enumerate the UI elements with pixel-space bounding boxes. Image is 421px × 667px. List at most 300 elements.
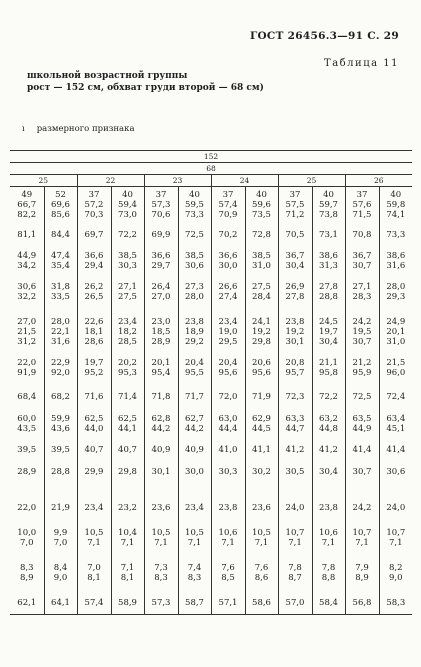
cell-value: 8,9 — [19, 572, 34, 583]
table-row — [10, 483, 412, 523]
cell-value: 10,0 — [17, 527, 37, 538]
table-cell — [245, 593, 278, 615]
cell-value: 72,2 — [319, 391, 338, 402]
table-cell — [10, 461, 44, 483]
cell-value: 8,1 — [120, 572, 135, 583]
cell-value: 7,1 — [254, 537, 269, 548]
cell-value: 52 — [55, 190, 66, 201]
table-cell — [345, 351, 379, 385]
cell-value: 58,6 — [252, 598, 271, 609]
measurement-table — [10, 150, 412, 615]
cell-value: 21,5 — [386, 357, 406, 368]
table-cell — [278, 461, 312, 483]
table-cell — [312, 308, 345, 351]
table-row — [10, 246, 412, 277]
table-cell — [245, 224, 278, 246]
cell-value: 70,5 — [285, 229, 305, 240]
cell-value: 24,1 — [252, 317, 271, 327]
cell-value: 7,8 — [288, 562, 302, 573]
cell-value: 7,1 — [154, 537, 168, 548]
cell-value: 41,2 — [285, 444, 305, 455]
cell-value: 28,3 — [352, 292, 372, 302]
table-cell — [379, 385, 412, 409]
table-cell — [278, 351, 312, 385]
table-cell — [312, 461, 345, 483]
cell-value: 40,9 — [151, 444, 171, 455]
table-cell — [44, 308, 77, 351]
table-cell — [278, 187, 312, 224]
table-cell — [10, 593, 44, 615]
cell-value: 8,4 — [53, 562, 68, 573]
table-cell — [178, 461, 211, 483]
table-label: Таблица 11 — [324, 58, 399, 69]
table-cell — [178, 308, 211, 351]
cell-value: 31,6 — [51, 337, 70, 347]
table-cell — [379, 553, 412, 593]
table-cell — [144, 308, 178, 351]
hip-header: 25 — [278, 175, 345, 187]
cell-value: 72,5 — [352, 391, 372, 402]
cell-value: 49 — [21, 190, 33, 201]
cell-value: 28,5 — [118, 337, 137, 347]
table-cell — [245, 308, 278, 351]
cell-value: 73,3 — [185, 210, 204, 221]
feature-mark: ı — [22, 124, 25, 134]
cell-value: 28,0 — [51, 317, 70, 327]
cell-value: 47,4 — [51, 251, 70, 261]
cell-value: 40 — [122, 190, 133, 201]
cell-value: 30,6 — [17, 282, 37, 292]
cell-value: 92,0 — [51, 367, 70, 378]
table-cell — [178, 439, 211, 461]
cell-value: 95,5 — [185, 367, 204, 378]
table-cell — [211, 246, 245, 277]
table-cell — [278, 439, 312, 461]
table-cell — [345, 224, 379, 246]
cell-value: 22,9 — [51, 357, 70, 368]
cell-value: 44,7 — [285, 423, 305, 434]
table-cell — [312, 553, 345, 593]
table-cell — [379, 409, 412, 439]
cell-value: 59,8 — [386, 200, 406, 211]
cell-value: 18,2 — [118, 327, 137, 337]
cell-value: 95,6 — [218, 367, 238, 378]
table-cell — [44, 593, 77, 615]
cell-value: 21,5 — [17, 327, 37, 337]
cell-value: 24,0 — [285, 502, 305, 513]
table-cell — [379, 246, 412, 277]
cell-value: 10,7 — [386, 527, 406, 538]
cell-value: 23,4 — [84, 502, 104, 513]
cell-value: 20,1 — [151, 357, 171, 368]
cell-value: 8,2 — [389, 562, 403, 573]
table-cell — [144, 483, 178, 523]
cell-value: 63,3 — [285, 413, 305, 424]
cell-value: 23,4 — [185, 502, 204, 513]
cell-value: 21,2 — [352, 357, 372, 368]
hip-header: 23 — [144, 175, 211, 187]
cell-value: 59,6 — [252, 200, 271, 211]
cell-value: 22,6 — [84, 317, 104, 327]
cell-value: 36,7 — [352, 251, 372, 261]
cell-value: 59,4 — [118, 200, 137, 211]
cell-value: 37 — [289, 190, 301, 201]
table-cell — [44, 523, 77, 553]
cell-value: 91,9 — [17, 367, 37, 378]
cell-value: 40,7 — [84, 444, 104, 455]
cell-value: 44,4 — [218, 423, 238, 434]
cell-value: 7,6 — [254, 562, 269, 573]
cell-value: 81,1 — [17, 229, 37, 240]
cell-value: 30,0 — [218, 261, 238, 271]
cell-value: 40 — [189, 190, 200, 201]
cell-value: 31,0 — [386, 337, 406, 347]
table-cell — [312, 277, 345, 308]
cell-value: 20,8 — [285, 357, 305, 368]
table-cell — [278, 593, 312, 615]
cell-value: 39,5 — [17, 444, 37, 455]
cell-value: 29,5 — [218, 337, 238, 347]
table-cell — [111, 187, 144, 224]
hip-header: 25 — [10, 175, 77, 187]
table-row — [10, 308, 412, 351]
cell-value: 22,0 — [17, 357, 37, 368]
table-cell — [178, 409, 211, 439]
table-cell — [10, 553, 44, 593]
cell-value: 44,9 — [352, 423, 372, 434]
table-cell — [77, 351, 111, 385]
cell-value: 62,7 — [185, 413, 204, 424]
cell-value: 7,1 — [120, 562, 135, 573]
cell-value: 27,5 — [118, 292, 137, 302]
table-cell — [345, 409, 379, 439]
cell-value: 59,5 — [185, 200, 204, 211]
cell-value: 28,0 — [386, 282, 406, 292]
table-cell — [111, 483, 144, 523]
cell-value: 24,5 — [319, 317, 338, 327]
cell-value: 30,6 — [185, 261, 204, 271]
cell-value: 29,4 — [84, 261, 104, 271]
cell-value: 8,9 — [355, 572, 369, 583]
table-cell — [44, 187, 77, 224]
cell-value: 63,4 — [386, 413, 406, 424]
cell-value: 8,3 — [19, 562, 34, 573]
table-cell — [245, 483, 278, 523]
table-cell — [379, 593, 412, 615]
table-cell — [379, 187, 412, 224]
table-cell — [10, 187, 44, 224]
height-header: 152 — [10, 151, 412, 163]
table-cell — [211, 523, 245, 553]
cell-value: 28,9 — [17, 466, 37, 477]
cell-value: 58,7 — [185, 598, 204, 609]
table-cell — [10, 385, 44, 409]
table-row — [10, 385, 412, 409]
table-row — [10, 593, 412, 615]
table-cell — [245, 461, 278, 483]
table-cell — [144, 351, 178, 385]
cell-value: 44,2 — [151, 423, 171, 434]
cell-value: 31,6 — [386, 261, 406, 271]
cell-value: 44,1 — [118, 423, 137, 434]
table-cell — [211, 409, 245, 439]
table-cell — [245, 277, 278, 308]
cell-value: 7,1 — [389, 537, 403, 548]
cell-value: 21,9 — [51, 502, 70, 513]
cell-value: 20,1 — [386, 327, 406, 337]
cell-value: 36,7 — [285, 251, 305, 261]
cell-value: 26,4 — [151, 282, 171, 292]
cell-value: 18,5 — [151, 327, 171, 337]
table-cell — [111, 246, 144, 277]
table-cell — [312, 409, 345, 439]
cell-value: 7,9 — [355, 562, 369, 573]
subtitle-line-1: школьной возрастной группы — [27, 71, 188, 81]
cell-value: 69,7 — [84, 229, 104, 240]
cell-value: 27,4 — [218, 292, 238, 302]
table-cell — [44, 385, 77, 409]
cell-value: 57,2 — [84, 200, 104, 211]
table-cell — [111, 224, 144, 246]
cell-value: 73,3 — [386, 229, 406, 240]
table-cell — [77, 246, 111, 277]
table-cell — [111, 553, 144, 593]
table-cell — [111, 523, 144, 553]
table-cell — [144, 409, 178, 439]
cell-value: 64,1 — [51, 598, 70, 609]
table-cell — [111, 351, 144, 385]
table-cell — [10, 308, 44, 351]
table-cell — [10, 483, 44, 523]
table-cell — [312, 523, 345, 553]
table-cell — [278, 385, 312, 409]
cell-value: 38,5 — [252, 251, 271, 261]
cell-value: 7,0 — [19, 537, 34, 548]
cell-value: 27,8 — [319, 282, 338, 292]
table-cell — [144, 553, 178, 593]
cell-value: 29,9 — [84, 466, 104, 477]
table-cell — [77, 483, 111, 523]
cell-value: 40 — [256, 190, 267, 201]
cell-value: 19,7 — [319, 327, 338, 337]
table-row — [10, 461, 412, 483]
table-cell — [245, 351, 278, 385]
cell-value: 28,8 — [319, 292, 338, 302]
cell-value: 24,2 — [352, 317, 372, 327]
cell-value: 19,7 — [84, 357, 104, 368]
cell-value: 70,2 — [218, 229, 238, 240]
cell-value: 32,2 — [17, 292, 37, 302]
cell-value: 22,0 — [17, 502, 37, 513]
table-cell — [144, 439, 178, 461]
cell-value: 95,9 — [352, 367, 372, 378]
cell-value: 73,8 — [319, 210, 338, 221]
table-cell — [245, 409, 278, 439]
cell-value: 73,5 — [252, 210, 271, 221]
table-cell — [345, 461, 379, 483]
cell-value: 27,0 — [17, 317, 37, 327]
cell-value: 58,4 — [319, 598, 338, 609]
cell-value: 71,8 — [151, 391, 171, 402]
cell-value: 85,6 — [51, 210, 70, 221]
table-cell — [111, 277, 144, 308]
cell-value: 26,9 — [285, 282, 305, 292]
table-cell — [211, 187, 245, 224]
cell-value: 96,0 — [386, 367, 406, 378]
cell-value: 19,2 — [285, 327, 305, 337]
cell-value: 26,5 — [84, 292, 104, 302]
table-cell — [278, 224, 312, 246]
table-cell — [44, 224, 77, 246]
cell-value: 10,7 — [352, 527, 372, 538]
cell-value: 57,6 — [352, 200, 372, 211]
cell-value: 28,4 — [252, 292, 271, 302]
table-cell — [245, 553, 278, 593]
table-cell — [10, 277, 44, 308]
subtitle-line-2: рост — 152 см, обхват груди второй — 68 см) — [27, 83, 264, 93]
cell-value: 27,8 — [285, 292, 305, 302]
cell-value: 57,3 — [151, 598, 171, 609]
cell-value: 31,8 — [51, 282, 70, 292]
table-cell — [178, 187, 211, 224]
cell-value: 70,9 — [218, 210, 238, 221]
cell-value: 23,2 — [118, 502, 137, 513]
cell-value: 7,3 — [154, 562, 168, 573]
table-cell — [345, 523, 379, 553]
table-cell — [245, 439, 278, 461]
table-cell — [144, 277, 178, 308]
cell-value: 19,2 — [252, 327, 271, 337]
cell-value: 23,6 — [252, 502, 271, 513]
cell-value: 20,2 — [118, 357, 137, 368]
cell-value: 40 — [390, 190, 402, 201]
table-cell — [111, 593, 144, 615]
table-cell — [278, 523, 312, 553]
cell-value: 37 — [88, 190, 100, 201]
table-row — [10, 553, 412, 593]
cell-value: 7,0 — [53, 537, 68, 548]
cell-value: 33,5 — [51, 292, 70, 302]
cell-value: 69,6 — [51, 200, 70, 211]
cell-value: 29,8 — [118, 466, 137, 477]
table-cell — [144, 461, 178, 483]
table-cell — [211, 553, 245, 593]
cell-value: 63,0 — [218, 413, 238, 424]
table-cell — [312, 246, 345, 277]
cell-value: 40,7 — [118, 444, 137, 455]
cell-value: 23,6 — [151, 502, 171, 513]
cell-value: 19,5 — [352, 327, 372, 337]
table-cell — [211, 439, 245, 461]
table-row — [10, 523, 412, 553]
cell-value: 28,6 — [84, 337, 104, 347]
table-cell — [178, 483, 211, 523]
table-cell — [178, 246, 211, 277]
hip-header: 24 — [211, 175, 278, 187]
cell-value: 41,4 — [386, 444, 406, 455]
cell-value: 30,6 — [386, 466, 406, 477]
table-cell — [312, 351, 345, 385]
table-cell — [178, 553, 211, 593]
table-cell — [345, 593, 379, 615]
cell-value: 95,4 — [151, 367, 171, 378]
cell-value: 20,6 — [252, 357, 271, 368]
table-cell — [10, 246, 44, 277]
cell-value: 31,2 — [17, 337, 37, 347]
table-cell — [379, 439, 412, 461]
table-cell — [312, 593, 345, 615]
cell-value: 8,7 — [288, 572, 302, 583]
cell-value: 10,4 — [118, 527, 137, 538]
cell-value: 30,1 — [285, 337, 305, 347]
cell-value: 30,2 — [252, 466, 271, 477]
cell-value: 29,3 — [386, 292, 406, 302]
table-cell — [211, 461, 245, 483]
table-cell — [379, 224, 412, 246]
cell-value: 22,1 — [51, 327, 70, 337]
cell-value: 7,4 — [187, 562, 202, 573]
cell-value: 10,5 — [185, 527, 204, 538]
cell-value: 44,8 — [319, 423, 338, 434]
table-cell — [44, 246, 77, 277]
table-cell — [144, 593, 178, 615]
cell-value: 18,1 — [84, 327, 104, 337]
cell-value: 29,8 — [252, 337, 271, 347]
cell-value: 8,1 — [87, 572, 101, 583]
cell-value: 41,2 — [319, 444, 338, 455]
table-cell — [211, 224, 245, 246]
table-cell — [278, 277, 312, 308]
table-cell — [312, 483, 345, 523]
table-cell — [245, 385, 278, 409]
cell-value: 68,2 — [51, 391, 70, 402]
cell-value: 23,8 — [285, 317, 305, 327]
cell-value: 10,6 — [218, 527, 238, 538]
hip-header: 26 — [345, 175, 412, 187]
cell-value: 72,0 — [218, 391, 238, 402]
cell-value: 71,2 — [285, 210, 305, 221]
cell-value: 24,2 — [352, 502, 372, 513]
cell-value: 71,7 — [185, 391, 204, 402]
cell-value: 27,1 — [118, 282, 137, 292]
cell-value: 37 — [356, 190, 368, 201]
cell-value: 29,2 — [185, 337, 204, 347]
table-cell — [77, 553, 111, 593]
cell-value: 20,4 — [185, 357, 204, 368]
table-row — [10, 409, 412, 439]
cell-value: 10,6 — [319, 527, 338, 538]
cell-value: 57,3 — [151, 200, 171, 211]
table-cell — [77, 409, 111, 439]
table-cell — [245, 246, 278, 277]
table-cell — [345, 308, 379, 351]
cell-value: 8,6 — [254, 572, 269, 583]
table-cell — [44, 277, 77, 308]
table-cell — [278, 483, 312, 523]
cell-value: 10,5 — [151, 527, 171, 538]
cell-value: 95,8 — [319, 367, 338, 378]
cell-value: 8,3 — [187, 572, 202, 583]
cell-value: 62,8 — [151, 413, 171, 424]
table-cell — [345, 246, 379, 277]
table-row — [10, 351, 412, 385]
cell-value: 10,5 — [252, 527, 271, 538]
hip-header: 22 — [77, 175, 144, 187]
cell-value: 73,1 — [319, 229, 338, 240]
cell-value: 9,9 — [53, 527, 68, 538]
table-cell — [144, 385, 178, 409]
cell-value: 95,6 — [252, 367, 271, 378]
